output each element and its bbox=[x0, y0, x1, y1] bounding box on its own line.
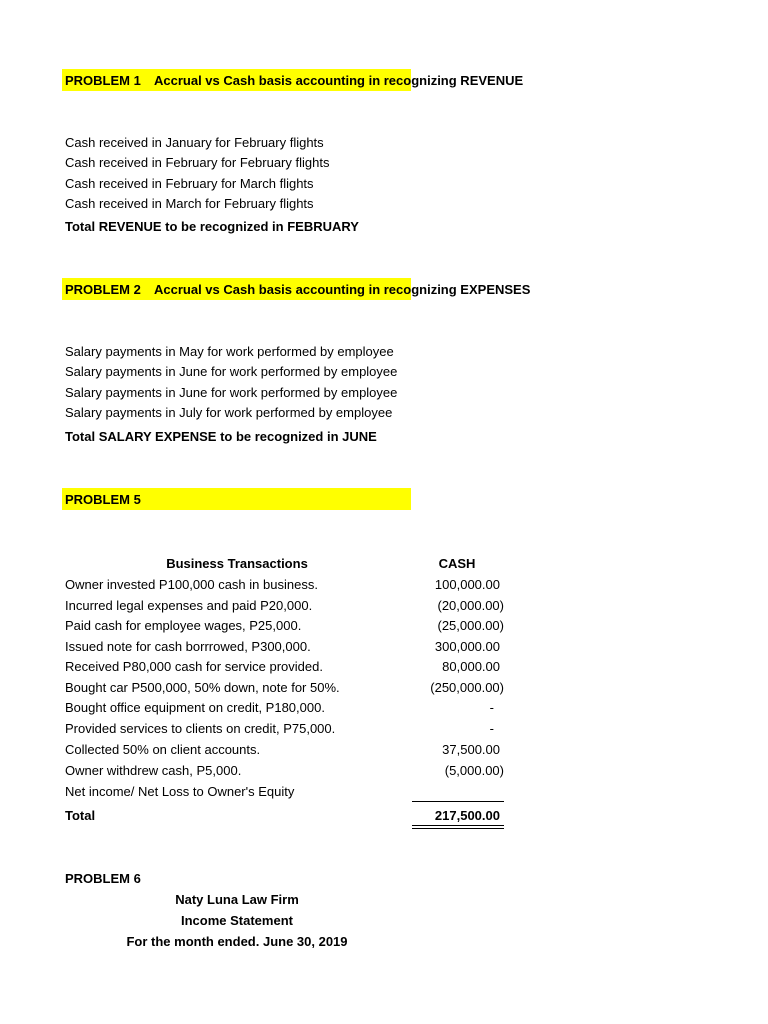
statement-period: For the month ended. June 30, 2019 bbox=[126, 934, 348, 949]
problem2-line-4: Salary payments in July for work performed by employee bbox=[65, 405, 393, 420]
transaction-row-11: Net income/ Net Loss to Owner's Equity bbox=[65, 784, 295, 799]
transaction-row-8: Provided services to clients on credit, P75,000. bbox=[65, 721, 336, 736]
total-label: Total bbox=[65, 808, 96, 823]
transaction-row-5: Received P80,000 cash for service provided. bbox=[65, 659, 323, 674]
cash-value-3: (25,000.00) bbox=[437, 618, 504, 633]
cash-value-1: 100,000.00 bbox=[434, 577, 500, 592]
cash-value-5: 80,000.00 bbox=[442, 659, 500, 674]
statement-title: Income Statement bbox=[181, 913, 293, 928]
cash-value-10: (5,000.00) bbox=[444, 763, 504, 778]
cash-value-7: - bbox=[489, 700, 494, 715]
problem5-label: PROBLEM 5 bbox=[65, 492, 141, 507]
transaction-row-3: Paid cash for employee wages, P25,000. bbox=[65, 618, 302, 633]
cash-value-6: (250,000.00) bbox=[430, 680, 504, 695]
problem2-label: PROBLEM 2 bbox=[65, 282, 141, 297]
problem2-line-3: Salary payments in June for work performed by employee bbox=[65, 385, 398, 400]
transaction-row-1: Owner invested P100,000 cash in business. bbox=[65, 577, 318, 592]
transactions-header: Business Transactions bbox=[166, 556, 308, 571]
company-name: Naty Luna Law Firm bbox=[175, 892, 299, 907]
problem1-label: PROBLEM 1 bbox=[65, 73, 141, 88]
transaction-row-7: Bought office equipment on credit, P180,000. bbox=[65, 700, 325, 715]
cash-value-2: (20,000.00) bbox=[437, 598, 504, 613]
transaction-row-2: Incurred legal expenses and paid P20,000. bbox=[65, 598, 313, 613]
problem2-line-2: Salary payments in June for work performed by employee bbox=[65, 364, 398, 379]
total-value: 217,500.00 bbox=[434, 808, 500, 823]
problem2-line-1: Salary payments in May for work performed by employee bbox=[65, 344, 394, 359]
problem1-total: Total REVENUE to be recognized in FEBRUARY bbox=[65, 219, 359, 234]
transaction-row-9: Collected 50% on client accounts. bbox=[65, 742, 261, 757]
problem6-label: PROBLEM 6 bbox=[65, 871, 141, 886]
problem1-line-2: Cash received in February for February flights bbox=[65, 155, 330, 170]
transaction-row-10: Owner withdrew cash, P5,000. bbox=[65, 763, 242, 778]
problem1-line-3: Cash received in February for March flights bbox=[65, 176, 314, 191]
cash-value-8: - bbox=[489, 721, 494, 736]
total-double-rule bbox=[412, 825, 504, 829]
cash-header: CASH bbox=[438, 556, 476, 571]
problem2-title: Accrual vs Cash basis accounting in recognizing EXPENSES bbox=[154, 282, 531, 297]
transaction-row-6: Bought car P500,000, 50% down, note for 50%. bbox=[65, 680, 340, 695]
cash-value-9: 37,500.00 bbox=[442, 742, 500, 757]
transaction-row-4: Issued note for cash borrrowed, P300,000. bbox=[65, 639, 311, 654]
cash-value-4: 300,000.00 bbox=[434, 639, 500, 654]
problem1-title: Accrual vs Cash basis accounting in recognizing REVENUE bbox=[154, 73, 524, 88]
problem1-line-4: Cash received in March for February flights bbox=[65, 196, 314, 211]
subtotal-rule bbox=[412, 801, 504, 802]
problem2-total: Total SALARY EXPENSE to be recognized in JUNE bbox=[65, 429, 377, 444]
problem1-line-1: Cash received in January for February flights bbox=[65, 135, 324, 150]
